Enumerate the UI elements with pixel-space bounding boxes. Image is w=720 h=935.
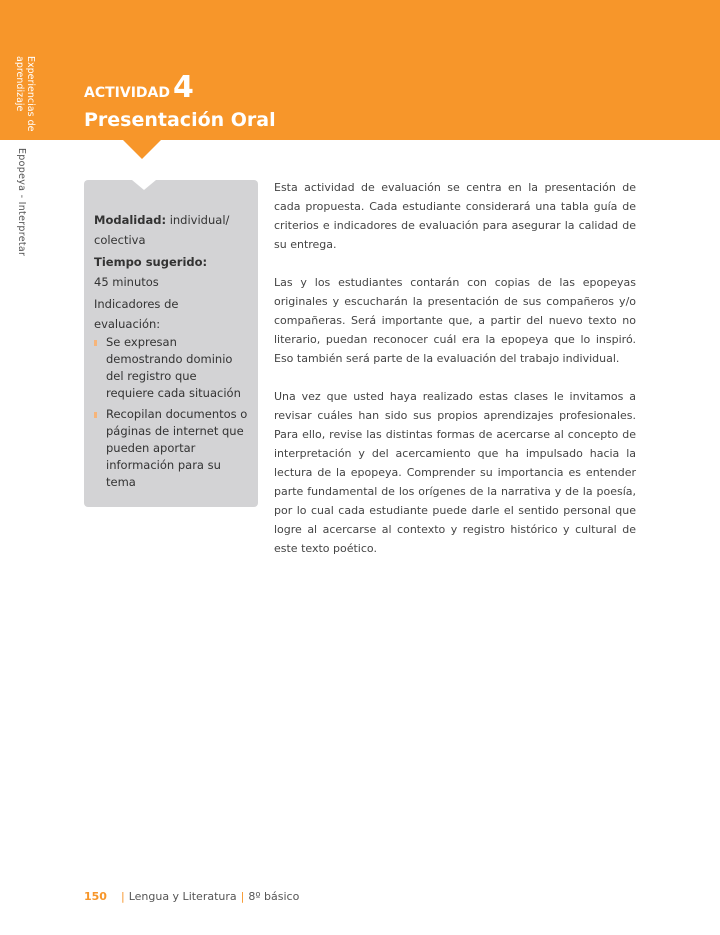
tiempo-label xyxy=(94,252,248,272)
grade: 8º básico xyxy=(248,890,300,903)
activity-heading xyxy=(84,72,194,104)
page-number: 150 xyxy=(84,890,107,903)
footer xyxy=(84,890,299,903)
tiempo-value: 45 minutos xyxy=(94,275,159,289)
list-item: Recopilan documentos o páginas de internet que pueden aportar información para su tema xyxy=(94,406,248,491)
modalidad-label: Modalidad: xyxy=(94,213,167,227)
list-item: Se expresan demostrando dominio del registro que requiere cada situación xyxy=(94,334,248,402)
paragraph: Las y los estudiantes contarán con copias de las epopeyas originales y escucharán la presentación de sus compañeros y/o compañeras. Será importante que, a partir del nuevo texto no literario, puedan reconocer cuál era la epopeya que lo inspiró. Eso también será parte de la evaluación del trabajo individual. xyxy=(274,276,636,365)
tiempo-label-text: Tiempo sugerido: xyxy=(94,255,208,269)
activity-info-box xyxy=(84,180,258,507)
paragraph: Esta actividad de evaluación se centra en la presentación de cada propuesta. Cada estudiante considerará una tabla guía de criterios e indicadores de evaluación para asegurar la calidad de su entrega. xyxy=(274,181,636,251)
header-notch xyxy=(122,139,162,159)
separator: | xyxy=(240,890,245,903)
page-title: Presentación Oral xyxy=(84,109,276,131)
subject: Lengua y Literatura xyxy=(128,890,237,903)
section-label: Experiencias de aprendizaje xyxy=(14,56,36,132)
modalidad xyxy=(94,210,248,250)
indicadores-list xyxy=(94,334,248,491)
modalidad-value: individual/ colectiva xyxy=(94,213,230,247)
indicadores-label: Indicadores de evaluación: xyxy=(94,297,179,331)
unit-label: Epopeya - Interpretar xyxy=(16,148,27,257)
separator: | xyxy=(120,890,125,903)
activity-number: 4 xyxy=(173,70,194,105)
paragraph: Una vez que usted haya realizado estas clases le invitamos a revisar cuáles han sido sus propios aprendizajes profesionales. Para ello, revise las distintas formas de acercarse al concepto de interpretación y del acercamiento que ha impulsado hacia la lectura de la epopeya. Comprender su importancia es entender parte fundamental de los orígenes de la narrativa y de la poesía, por lo cual cada estudiante puede darle el sentido personal que logre al acercarse al contexto y registro histórico y cultural de este texto poético. xyxy=(274,390,636,555)
main-text xyxy=(274,178,636,577)
activity-word: ACTIVIDAD xyxy=(84,85,170,101)
